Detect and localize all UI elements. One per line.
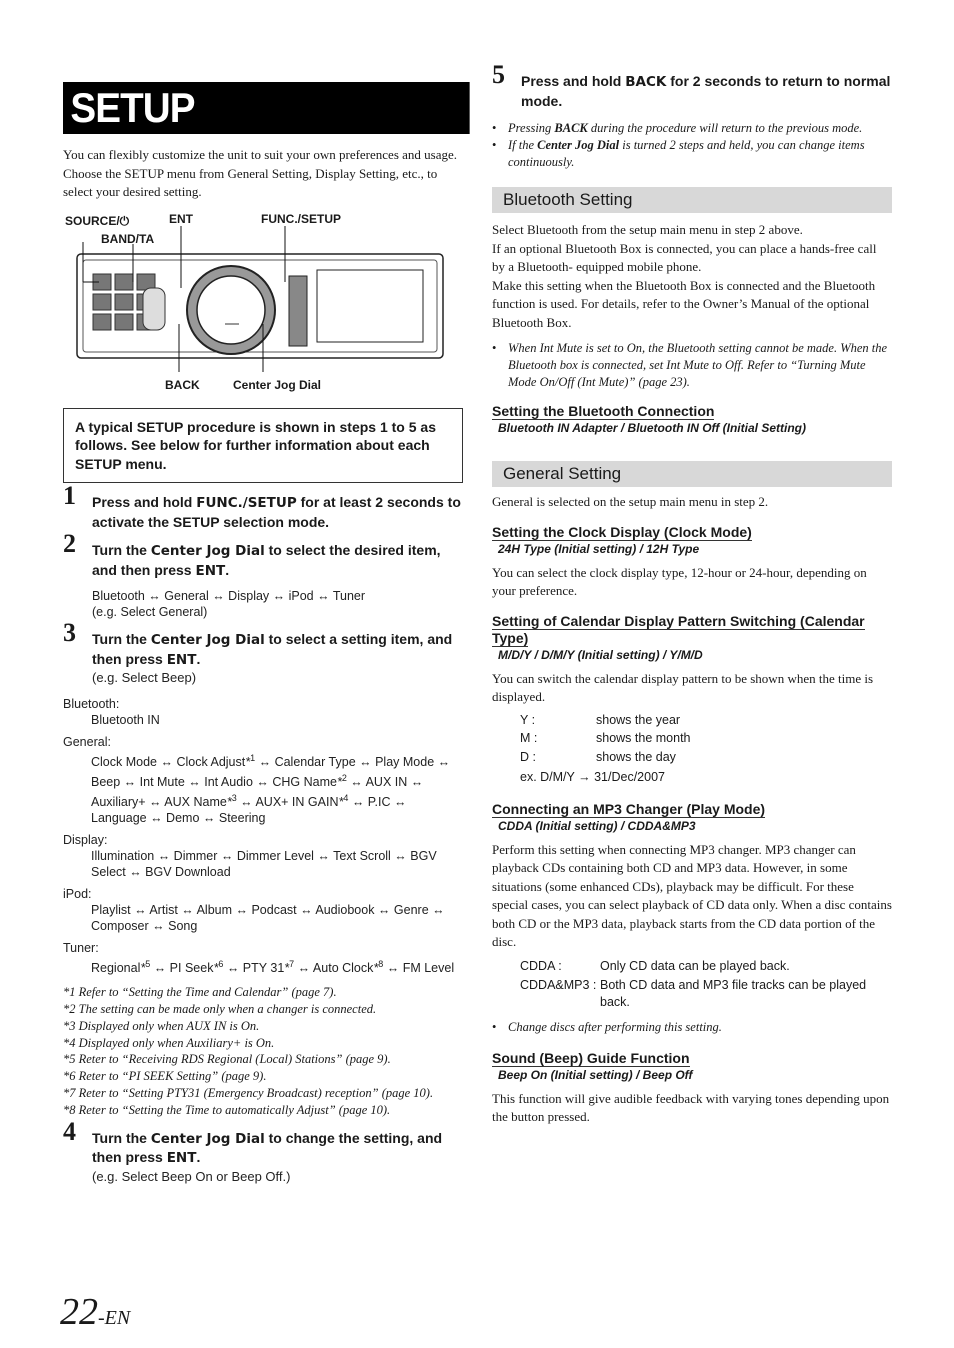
step-1: 1 Press and hold FUNC./SETUP for at least 2 seconds to activate the SETUP selection mode. bbox=[63, 481, 461, 530]
label-ent: ENT bbox=[169, 211, 193, 226]
play-mode-text: Perform this setting when connecting MP3 changer. MP3 changer can playback CDs containing both CD and MP3 data. However, in some situations (some enhanced CDs), playback may be difficult. For these special cases, you can select playback of CD data only. When a disc contains both CD or the MP3 data, playback starts from the CD data portion of the disc. bbox=[492, 841, 892, 949]
step-2: 2 Turn the Center Jog Dial to select the desired item, and then press ENT. bbox=[63, 529, 441, 579]
footnote-1: *1 Refer to “Setting the Time and Calendar” (page 7). bbox=[63, 985, 337, 1000]
play-mode-heading: Connecting an MP3 Changer (Play Mode) bbox=[492, 800, 766, 817]
general-intro: General is selected on the setup main menu in step 2. bbox=[492, 494, 769, 509]
menu-tuner: Tuner: Regional*$^5$ ↔ PI Seek*$^6$ ↔ PTY 31*$^7$ ↔ Auto Clock*$^8$ ↔ FM Level bbox=[63, 940, 455, 976]
device-diagram bbox=[63, 212, 463, 402]
footnote-5: *5 Reter to “Receiving RDS Regional (Local) Stations” (page 9). bbox=[63, 1052, 391, 1067]
bluetooth-connection-heading: Setting the Bluetooth Connection bbox=[492, 403, 715, 419]
beep-heading: Sound (Beep) Guide Function bbox=[492, 1049, 690, 1066]
menu-ipod: iPod: Playlist ↔ Artist ↔ Album ↔ Podcast ↔ Audiobook ↔ Genre ↔ Composer ↔ Song bbox=[63, 886, 445, 933]
footnote-4: *4 Displayed only when Auxiliary+ is On. bbox=[63, 1035, 275, 1050]
clock-mode-text: You can select the clock display type, 12-hour or 24-hour, depending on your preference. bbox=[492, 564, 867, 598]
label-band: BAND/TA bbox=[101, 231, 155, 246]
head-unit-drawing bbox=[63, 212, 463, 372]
beep-options: Beep On (Initial setting) / Beep Off bbox=[498, 1067, 693, 1082]
footnote-2: *2 The setting can be made only when a changer is connected. bbox=[63, 1001, 377, 1016]
play-mode-legend: CDDA : Only CD data can be played back. CDDA&MP3 : Both CD data and MP3 file tracks can be played back. bbox=[520, 958, 867, 1009]
play-mode-options: CDDA (Initial setting) / CDDA&MP3 bbox=[498, 818, 696, 833]
bluetooth-note: • When Int Mute is set to On, the Bluetooth setting cannot be made. When the Bluetooth box is connected, set Int Mute to Off. Refer to “Turning Mute Mode On/Off (Int Mute)” (page 23). bbox=[492, 340, 892, 391]
step-3: 3 Turn the Center Jog Dial to select a setting item, and then press ENT. (e.g. Select Beep) bbox=[63, 618, 453, 685]
label-func: FUNC./SETUP bbox=[261, 211, 342, 226]
procedure-callout: A typical SETUP procedure is shown in steps 1 to 5 as follows. See below for further information about each SETUP menu. bbox=[63, 408, 463, 484]
play-mode-note: • Change discs after performing this setting. bbox=[492, 1019, 892, 1036]
calendar-type-text: You can switch the calendar display pattern to be shown when the time is displayed. bbox=[492, 670, 874, 704]
menu-general: General: Clock Mode ↔ Clock Adjust*$^1$ ↔ Calendar Type ↔ Play Mode ↔ Beep ↔ Int Mute ↔ Int Audio ↔ CHG Name*$^2$ ↔ AUX IN ↔ Auxiliary+ ↔ AUX Name*$^3$ ↔ AUX+ IN GAIN*$^4$ ↔ P.IC ↔ Language ↔ Demo ↔ Steering bbox=[63, 734, 451, 825]
step-2-sequence: Bluetooth ↔ General ↔ Display ↔ iPod ↔ Tuner (e.g. Select General) bbox=[92, 589, 366, 619]
label-source: SOURCE/⏻ bbox=[65, 213, 130, 228]
beep-text: This function will give audible feedback with varying tones depending upon the button pressed. bbox=[492, 1090, 890, 1124]
clock-mode-options: 24H Type (Initial setting) / 12H Type bbox=[498, 541, 700, 556]
bluetooth-connection-options: Bluetooth IN Adapter / Bluetooth IN Off (Initial Setting) bbox=[498, 421, 806, 435]
calendar-type-options: M/D/Y / D/M/Y (Initial setting) / Y/M/D bbox=[498, 647, 703, 662]
menu-bluetooth: Bluetooth: Bluetooth IN bbox=[63, 696, 160, 727]
general-setting-heading: General Setting bbox=[492, 461, 892, 487]
calendar-legend: Y : shows the year M : shows the month D : shows the day ex. D/M/Y → 31/Dec/2007 bbox=[520, 712, 691, 784]
label-jog: Center Jog Dial bbox=[233, 377, 322, 392]
footnote-3: *3 Displayed only when AUX IN is On. bbox=[63, 1018, 260, 1033]
page-number: 22-EN bbox=[60, 1291, 131, 1333]
footnote-7: *7 Reter to “Setting PTY31 (Emergency Broadcast) reception” (page 10). bbox=[63, 1085, 434, 1100]
calendar-type-heading: Setting of Calendar Display Pattern Switching (Calendar Type) bbox=[492, 612, 865, 646]
bluetooth-body: Select Bluetooth from the setup main menu in step 2 above. If an optional Bluetooth Box is connected, you can place a hands-free call by a Bluetooth- equipped mobile phone. Make this setting when the Bluetooth Box is connected and the Bluetooth function is used. For details, refer to the Owner’s Manual of the optional Bluetooth Box. bbox=[492, 222, 877, 330]
footnote-6: *6 Reter to “PI SEEK Setting” (page 9). bbox=[63, 1069, 267, 1084]
clock-mode-heading: Setting the Clock Display (Clock Mode) bbox=[492, 523, 752, 540]
page-title: SETUP bbox=[63, 82, 470, 134]
bluetooth-setting-heading: Bluetooth Setting bbox=[492, 187, 892, 213]
footnotes bbox=[63, 984, 463, 1118]
footnote-8: *8 Reter to “Setting the Time to automatically Adjust” (page 10). bbox=[63, 1102, 391, 1117]
step-5-note-jog: • If the Center Jog Dial is turned 2 steps and held, you can change items continuously. bbox=[492, 137, 892, 171]
intro-text: You can flexibly customize the unit to suit your own preferences and usage. Choose the SETUP menu from General Setting, Display Setting, etc., to select your desired setting. bbox=[63, 147, 457, 199]
step-4: 4 Turn the Center Jog Dial to change the setting, and then press ENT. (e.g. Select Beep On or Beep Off.) bbox=[63, 1116, 443, 1184]
label-back: BACK bbox=[165, 377, 200, 392]
menu-display: Display: Illumination ↔ Dimmer ↔ Dimmer Level ↔ Text Scroll ↔ BGV Select ↔ BGV Download bbox=[63, 832, 437, 879]
step-5: 5 Press and hold BACK for 2 seconds to return to normal mode. bbox=[492, 60, 891, 109]
step-5-note-back: • Pressing BACK during the procedure will return to the previous mode. bbox=[492, 120, 892, 137]
